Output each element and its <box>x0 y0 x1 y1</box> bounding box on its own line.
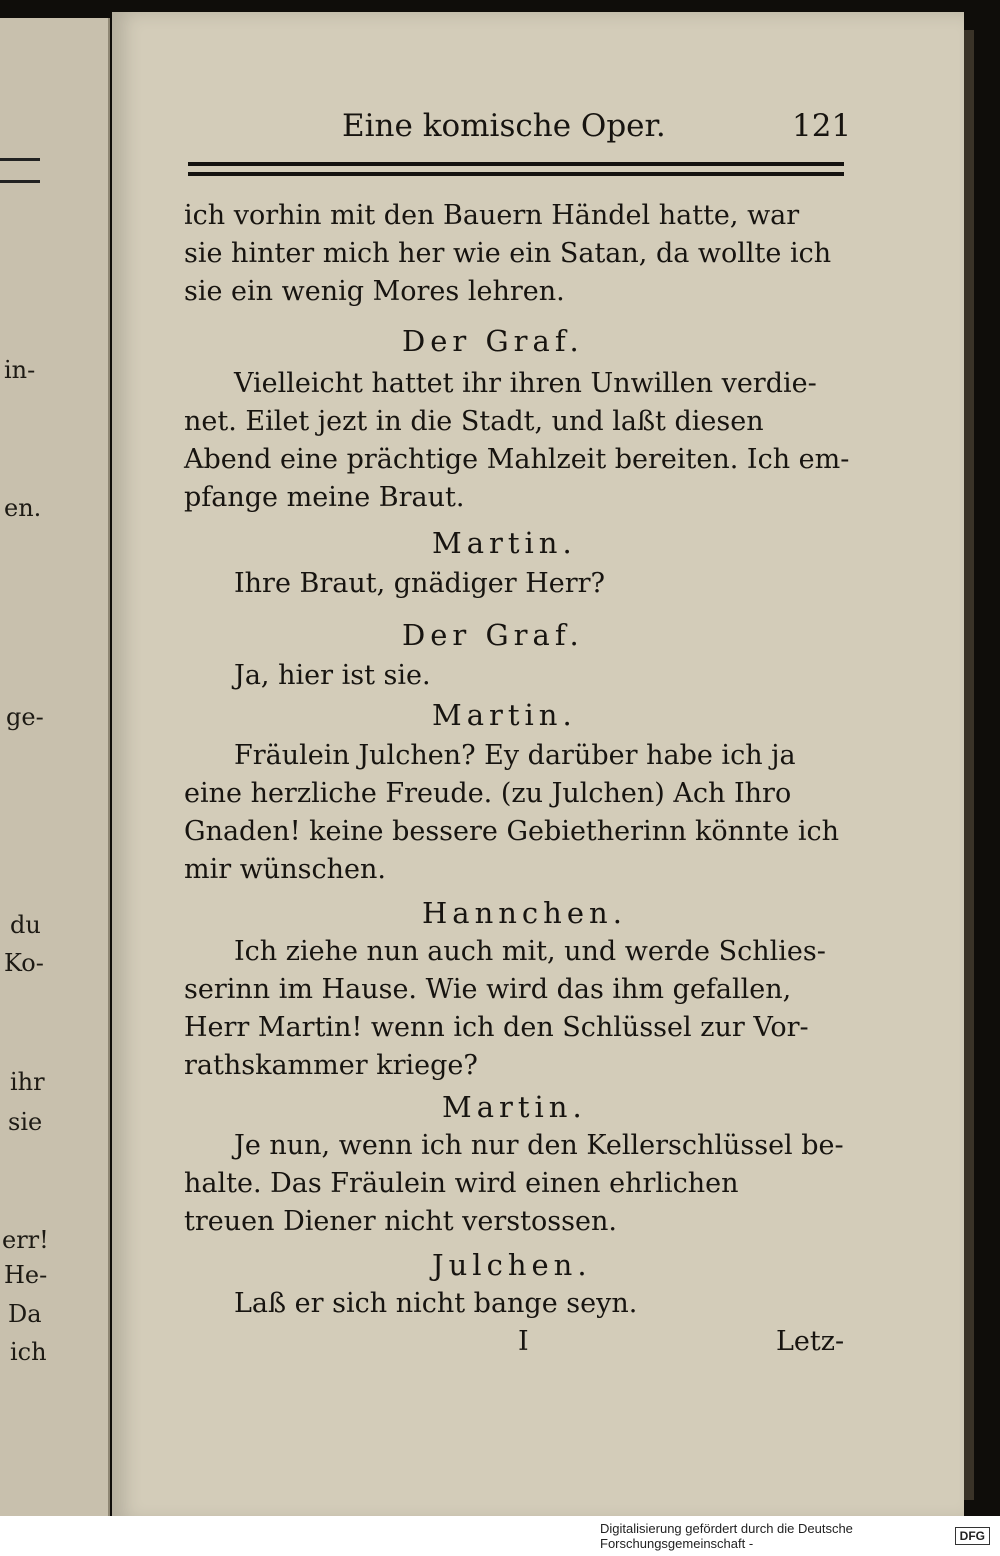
text-line: sie ein wenig Mores lehren. <box>184 276 565 307</box>
text-line: Ja, hier ist sie. <box>234 660 431 691</box>
left-page-rule <box>0 180 40 183</box>
text-line: halte. Das Fräulein wird einen ehrlichen <box>184 1168 739 1199</box>
footer-text: Digitalisierung gefördert durch die Deutsche Forschungsgemeinschaft - <box>600 1521 853 1551</box>
left-fragment: ge- <box>6 703 44 731</box>
speaker-name: Martin. <box>432 698 577 732</box>
text-line: pfange meine Braut. <box>184 482 465 513</box>
text-line: Ihre Braut, gnädiger Herr? <box>234 568 606 599</box>
left-page-rule <box>0 158 40 161</box>
left-page <box>0 18 110 1516</box>
speaker-name: Julchen. <box>432 1248 592 1282</box>
digitization-footer <box>600 1516 1000 1556</box>
text-line: Gnaden! keine bessere Gebietherinn könnte ich <box>184 816 840 847</box>
speaker-name: Der Graf. <box>402 618 584 652</box>
text-line: rathskammer kriege? <box>184 1050 478 1081</box>
text-line: net. Eilet jezt in die Stadt, und laßt diesen <box>184 406 764 437</box>
text-line: Ich ziehe nun auch mit, und werde Schlies- <box>234 936 826 967</box>
text-line: Abend eine prächtige Mahlzeit bereiten. Ich em- <box>184 444 850 475</box>
text-line: serinn im Hause. Wie wird das ihm gefallen, <box>184 974 792 1005</box>
left-fragment: sie <box>8 1108 43 1136</box>
left-fragment: ihr <box>10 1068 45 1096</box>
text-line: sie hinter mich her wie ein Satan, da wollte ich <box>184 238 832 269</box>
left-fragment: Da <box>8 1300 42 1328</box>
page-number: 121 <box>792 108 852 144</box>
page-edge-shadow <box>964 30 974 1500</box>
speaker-name: Martin. <box>442 1090 587 1124</box>
speaker-name: Der Graf. <box>402 324 584 358</box>
left-fragment: He- <box>4 1261 48 1289</box>
signature-mark: I <box>518 1326 529 1357</box>
text-line: treuen Diener nicht verstossen. <box>184 1206 617 1237</box>
catchword: Letz- <box>776 1326 845 1357</box>
text-line: Herr Martin! wenn ich den Schlüssel zur Vor- <box>184 1012 809 1043</box>
text-line: Je nun, wenn ich nur den Kellerschlüssel be- <box>234 1130 844 1161</box>
text-line: eine herzliche Freude. (zu Julchen) Ach Ihro <box>184 778 792 809</box>
text-line: Laß er sich nicht bange seyn. <box>234 1288 638 1319</box>
left-fragment: du <box>10 911 41 939</box>
text-line: ich vorhin mit den Bauern Händel hatte, war <box>184 200 800 231</box>
text-line: mir wünschen. <box>184 854 386 885</box>
left-fragment: en. <box>4 494 42 522</box>
running-header: Eine komische Oper. <box>342 108 666 144</box>
left-fragment: Ko- <box>4 949 44 977</box>
dfg-logo: DFG <box>955 1527 990 1545</box>
left-fragment: in- <box>4 356 36 384</box>
speaker-name: Hannchen. <box>422 896 627 930</box>
left-fragment: ich <box>10 1338 47 1366</box>
text-line: Fräulein Julchen? Ey darüber habe ich ja <box>234 740 796 771</box>
speaker-name: Martin. <box>432 526 577 560</box>
right-page <box>112 12 964 1522</box>
left-fragment: err! <box>2 1226 49 1254</box>
header-rule-top <box>188 162 844 166</box>
text-line: Vielleicht hattet ihr ihren Unwillen verdie- <box>234 368 817 399</box>
header-rule-bottom <box>188 172 844 176</box>
